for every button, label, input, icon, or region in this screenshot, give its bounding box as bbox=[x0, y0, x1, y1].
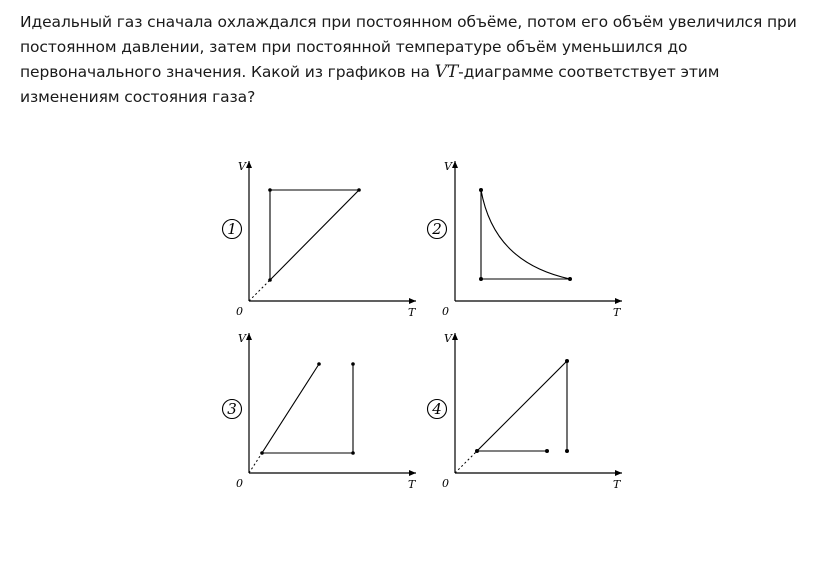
question-part1: Идеальный газ сначала охлаждался при постоянном объёме, потом его объём увеличился при постоянном давлении, затем при постоянной температуре объём уменьшился до первоначального значения. Какой из графиков на bbox=[20, 13, 797, 81]
graph-3-number: 3 bbox=[227, 400, 237, 418]
graph-1-point bbox=[268, 278, 272, 282]
graph-4-number: 4 bbox=[432, 400, 442, 418]
graph-4-origin-label: 0 bbox=[442, 477, 449, 490]
graph-1-extension-line bbox=[249, 280, 270, 301]
graph-1-t-label: T bbox=[408, 306, 416, 319]
graph-3-point bbox=[351, 362, 355, 366]
graph-3-point bbox=[260, 451, 264, 455]
graph-1-origin-label: 0 bbox=[236, 305, 243, 318]
graph-4-point bbox=[565, 449, 569, 453]
graph-3-point bbox=[351, 451, 355, 455]
graph-1-point bbox=[357, 188, 361, 192]
graph-4-point bbox=[545, 449, 549, 453]
graph-4-point bbox=[475, 449, 479, 453]
graph-2-origin-label: 0 bbox=[442, 305, 449, 318]
graph-3-cycle bbox=[262, 364, 353, 453]
graph-2 bbox=[428, 160, 623, 319]
graph-2-point bbox=[479, 188, 483, 192]
graph-3 bbox=[223, 332, 418, 491]
graph-2-cycle bbox=[481, 190, 570, 279]
graph-4-extension-line bbox=[455, 451, 477, 473]
graph-4-v-label: V bbox=[444, 332, 452, 345]
graph-3-v-label: V bbox=[238, 332, 246, 345]
graph-1-number: 1 bbox=[227, 220, 237, 238]
graph-2-point bbox=[479, 277, 483, 281]
graph-4-point bbox=[565, 359, 569, 363]
graph-4-t-label: T bbox=[613, 478, 621, 491]
graph-2-t-label: T bbox=[613, 306, 621, 319]
graph-4 bbox=[428, 332, 623, 491]
graph-2-point bbox=[568, 277, 572, 281]
graph-2-number: 2 bbox=[432, 220, 442, 238]
graph-1-point bbox=[268, 188, 272, 192]
graph-2-v-label: V bbox=[444, 160, 452, 173]
graph-3-t-label: T bbox=[408, 478, 416, 491]
graph-1-cycle bbox=[270, 190, 359, 280]
question-part2: -диаграмме соответствует этим изменениям состояния газа? bbox=[20, 63, 720, 106]
graph-1 bbox=[223, 160, 418, 319]
graph-3-origin-label: 0 bbox=[236, 477, 243, 490]
graph-3-point bbox=[317, 362, 321, 366]
graph-1-v-label: V bbox=[238, 160, 246, 173]
question-var-vt: VT bbox=[434, 62, 459, 82]
graph-4-cycle bbox=[477, 361, 567, 451]
graph-3-extension-line bbox=[249, 453, 262, 473]
